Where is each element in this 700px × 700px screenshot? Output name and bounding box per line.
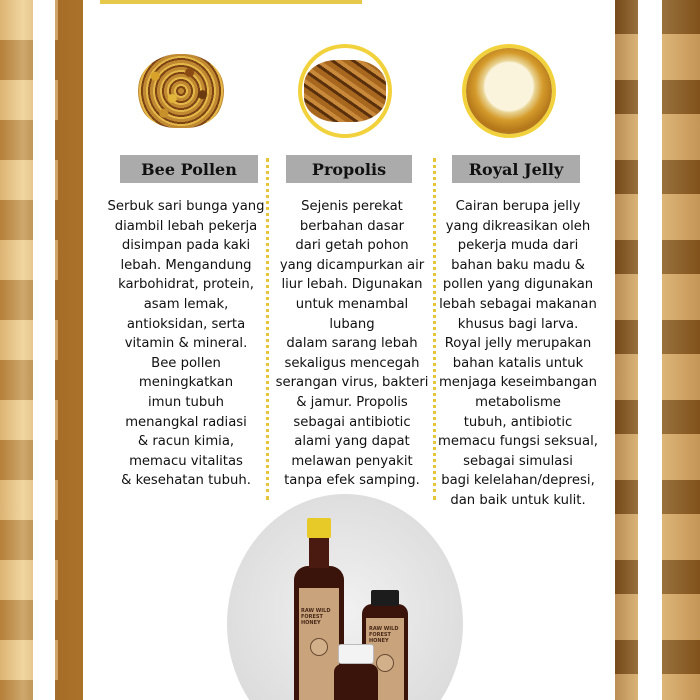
propolis-title: Propolis <box>286 155 412 183</box>
column-divider <box>433 158 436 500</box>
propolis-icon <box>298 44 392 138</box>
bottle-badge-icon <box>310 638 328 656</box>
royal-jelly-title: Royal Jelly <box>452 155 580 183</box>
right-white-border <box>638 0 662 700</box>
honey-jar-small <box>332 644 380 700</box>
bee-pollen-description: Serbuk sari bunga yang diambil lebah pekerja disimpan pada kaki lebah. Mengandung karbohidrat, protein, asam lemak, antioksidan, serta vitamin & mineral. Bee pollen meningkatkan imun tubuh menangkal radiasi & racun kimia, memacu vitalitas & kesehatan tubuh. <box>107 199 265 489</box>
propolis-description: Sejenis perekat berbahan dasar dari getah pohon yang dicampurkan air liur lebah. Digunakan untuk menambal lubang dalam sarang lebah sekaligus mencegah serangan virus, bakteri & jamur. Propolis sebagai antibiotic alami yang dapat melawan penyakit tanpa efek samping. <box>275 199 429 489</box>
column-divider <box>266 158 269 500</box>
royal-jelly-description: Cairan berupa jelly yang dikreasikan oleh pekerja muda dari bahan baku madu & pollen yang digunakan lebah sebagai makanan khusus bagi larva. Royal jelly merupakan bahan katalis untuk menjaga keseimbangan metabolisme tubuh, antibiotic memacu fungsi seksual, sebagai simulasi bagi kelelahan/depresi, dan baik untuk kulit. <box>438 199 598 508</box>
bee-pollen-icon <box>134 44 228 138</box>
bee-pollen-title: Bee Pollen <box>120 155 258 183</box>
top-accent-bar <box>100 0 362 4</box>
bottle-label-text: RAW WILD FOREST HONEY <box>369 626 399 644</box>
left-white-border <box>33 0 55 700</box>
bottle-label-text: RAW WILD FOREST HONEY <box>301 608 331 626</box>
royal-jelly-icon <box>462 44 556 138</box>
